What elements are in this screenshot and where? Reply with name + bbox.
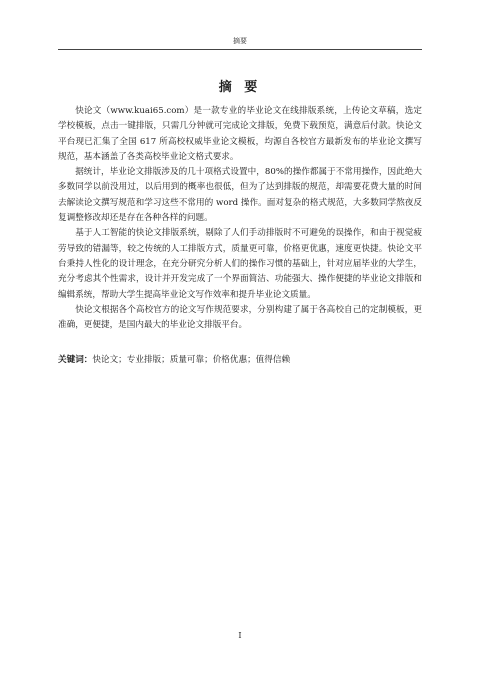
running-header: 摘要 [233,37,247,45]
keywords-line [58,353,422,368]
abstract-paragraph-3: 基于人工智能的快论文排版系统，剔除了人们手动排版时不可避免的误操作，和由于视觉疲劳导致的错漏等，较之传统的人工排版方式，质量更可靠，价格更优惠，速度更快捷。快论文平台秉持人性化的设计理念，在充分研究分析人们的操作习惯的基础上，针对应届毕业的大学生，充分考虑其个性需求，设计并开发完成了一个界面简洁、功能强大、操作便捷的毕业论文排版和编辑系统，帮助大学生提高毕业论文写作效率和提升毕业论文质量。 [58,228,422,300]
abstract-paragraph-1: 快论文（www.kuai65.com）是一款专业的毕业论文在线排版系统，上传论文草稿，选定学校模板，点击一键排版，只需几分钟就可完成论文排版，免费下载预览，满意后付款。快论文平台现已汇集了全国 617 所高校权威毕业论文模板，均源自各校官方最新发布的毕业论文撰写规范，基本涵盖了各类高校毕业论文格式要求。 [58,106,422,162]
keywords-label: 关键词： [58,355,93,366]
abstract-title: 摘 要 [218,80,262,95]
abstract-section [58,76,422,368]
abstract-paragraph-4: 快论文根据各个高校官方的论文写作规范要求，分别构建了属于各高校自己的定制模板，更准确，更便捷，是国内最大的毕业论文排版平台。 [58,304,422,331]
abstract-paragraph-2: 据统计，毕业论文排版涉及的几十项格式设置中，80%的操作都属于不常用操作，因此绝大多数同学以前没用过，以后用到的概率也很低，但为了达到排版的规范，却需要花费大量的时间去解读论文撰写规范和学习这些不常用的 word 操作。面对复杂的格式规范，大多数同学熬夜反复调整修改却还是存在各种各样的问题。 [58,167,422,224]
keywords-text: 快论文；专业排版；质量可靠；价格优惠；值得信赖 [92,355,291,366]
header-divider [58,49,422,50]
page-number: I [238,631,242,640]
